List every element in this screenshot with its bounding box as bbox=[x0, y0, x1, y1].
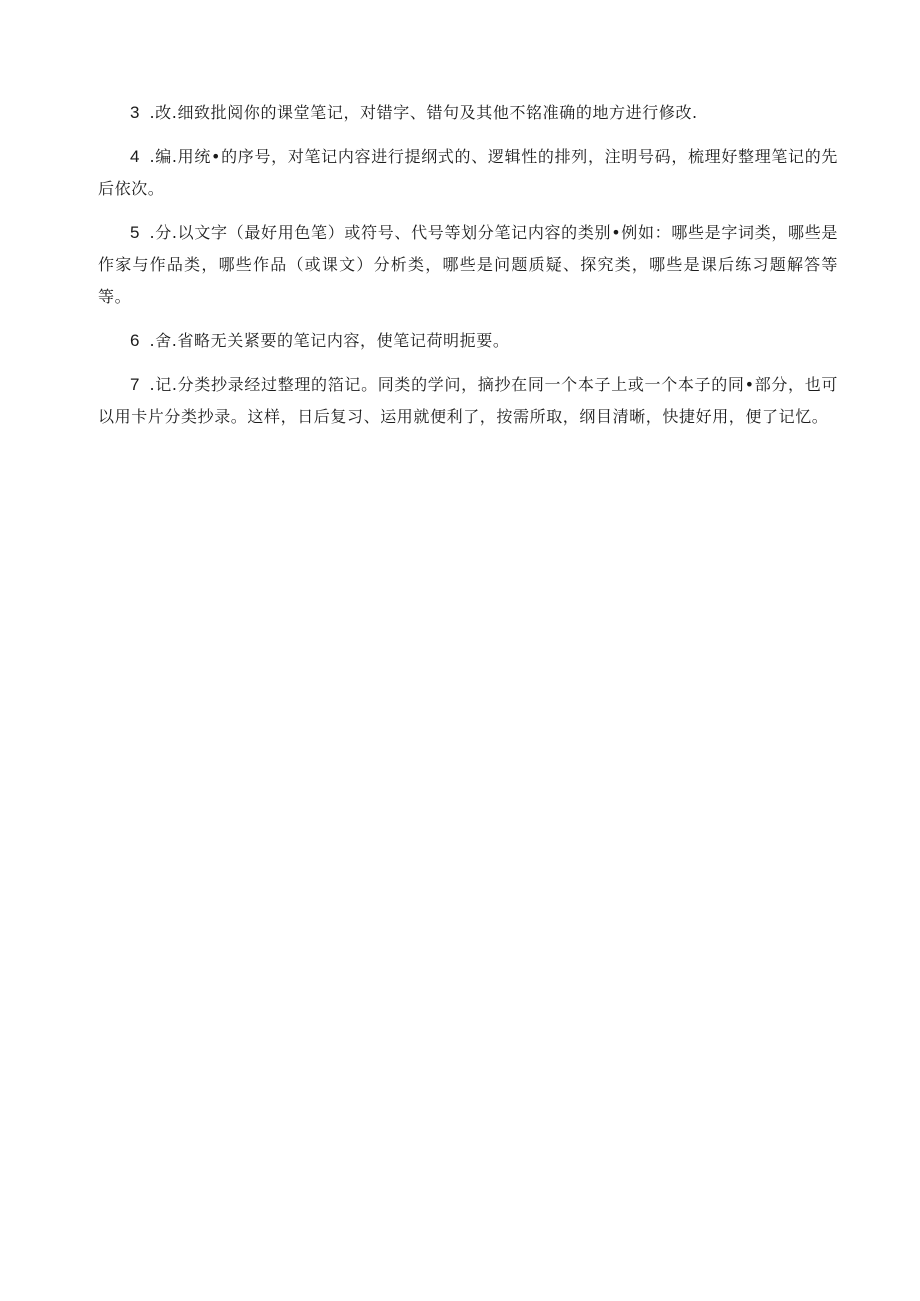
list-item bbox=[98, 217, 838, 313]
list-item bbox=[98, 325, 838, 357]
item-text: .记.分类抄录经过整理的箔记。同类的学问，摘抄在同一个本子上或一个本子的同•部分，也可以用卡片分类抄录。这样，日后复习、运用就便利了，按需所取，纲目清晰，快捷好用，便了记忆。 bbox=[98, 375, 838, 426]
item-number: 4 bbox=[130, 147, 140, 166]
item-text: .分.以文字（最好用色笔）或符号、代号等划分笔记内容的类别•例如：哪些是字词类，哪些是作家与作品类，哪些作品（或课文）分析类，哪些是问题质疑、探究类，哪些是课后练习题解答等等。 bbox=[98, 223, 838, 306]
item-number: 5 bbox=[130, 223, 140, 242]
item-text: .改.细致批阅你的课堂笔记，对错字、错句及其他不铭准确的地方进行修改. bbox=[149, 103, 698, 122]
item-number: 6 bbox=[130, 331, 140, 350]
list-item bbox=[98, 97, 838, 129]
item-number: 7 bbox=[130, 375, 140, 394]
document-body bbox=[98, 97, 838, 445]
item-text: .舍.省略无关紧要的笔记内容，使笔记荷明扼要。 bbox=[149, 331, 510, 350]
item-text: .编.用统•的序号，对笔记内容进行提纲式的、逻辑性的排列，注明号码，梳理好整理笔记的先后依次。 bbox=[98, 147, 838, 198]
list-item bbox=[98, 369, 838, 433]
list-item bbox=[98, 141, 838, 205]
item-number: 3 bbox=[130, 103, 140, 122]
